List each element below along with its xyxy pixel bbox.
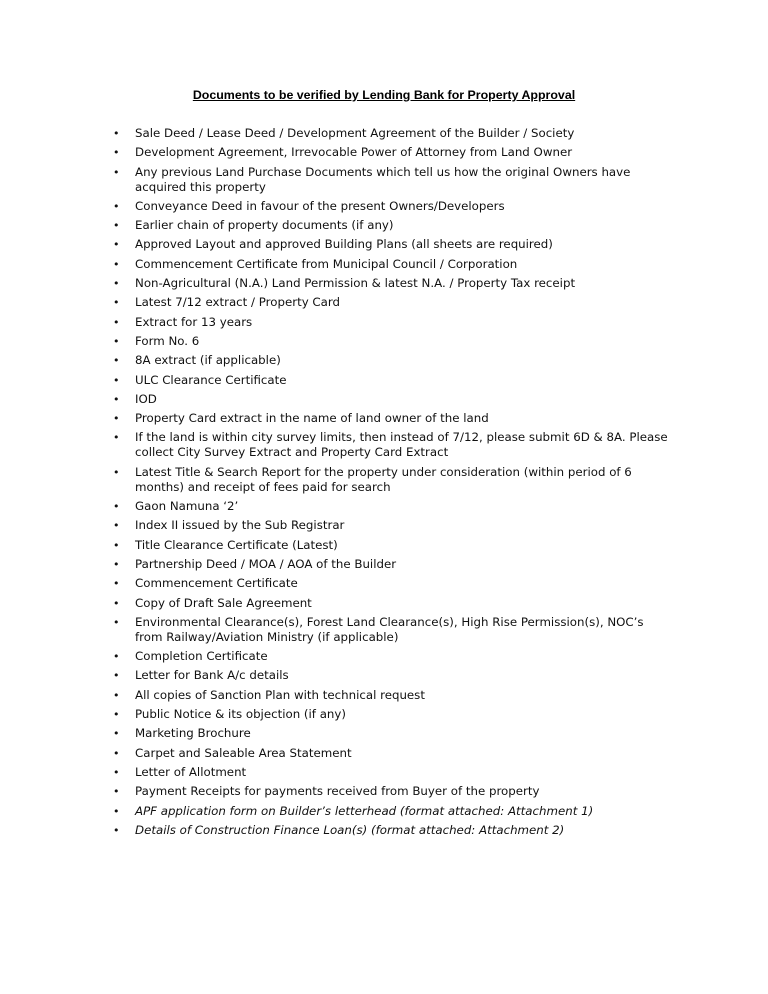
list-item-text: Approved Layout and approved Building Plans (all sheets are required) (135, 237, 553, 252)
list-item-text: Details of Construction Finance Loan(s) (format attached: Attachment 2) (135, 822, 565, 837)
list-item (0, 499, 768, 514)
list-item (0, 823, 768, 838)
list-item (0, 334, 768, 349)
list-item-text: APF application form on Builder’s letterhead (format attached: Attachment 1) (135, 803, 594, 818)
list-item (0, 165, 768, 195)
list-item-text: IOD (135, 391, 157, 406)
list-item-text: Latest Title & Search Report for the property under consideration (within period of 6 months) and receipt of fees paid for search (135, 464, 632, 494)
bullet-icon: • (113, 412, 120, 426)
list-item (0, 518, 768, 533)
bullet-icon: • (113, 746, 120, 760)
bullet-icon: • (113, 765, 120, 779)
list-item-text: All copies of Sanction Plan with technical request (135, 687, 425, 702)
list-item-text: Non-Agricultural (N.A.) Land Permission & latest N.A. / Property Tax receipt (135, 276, 576, 291)
list-item-text: Extract for 13 years (135, 314, 253, 329)
list-item (0, 257, 768, 272)
bullet-icon: • (113, 373, 120, 387)
bullet-icon: • (113, 219, 120, 233)
list-item (0, 688, 768, 703)
list-item-text: Latest 7/12 extract / Property Card (135, 295, 341, 310)
bullet-icon: • (113, 334, 120, 348)
list-item-text: Property Card extract in the name of land owner of the land (135, 411, 489, 426)
bullet-icon: • (113, 804, 120, 818)
list-item-text: Environmental Clearance(s), Forest Land Clearance(s), High Rise Permission(s), NOC’s from Railway/Aviation Ministry (if applicable) (135, 614, 644, 644)
list-item (0, 784, 768, 799)
bullet-icon: • (113, 519, 120, 533)
list-item (0, 145, 768, 160)
bullet-icon: • (113, 596, 120, 610)
bullet-icon: • (113, 127, 120, 140)
bullet-icon: • (113, 238, 120, 252)
list-item-text: Public Notice & its objection (if any) (135, 707, 346, 722)
list-item-text: Partnership Deed / MOA / AOA of the Builder (135, 556, 397, 571)
list-item-text: If the land is within city survey limits, then instead of 7/12, please submit 6D & 8A. Please collect City Survey Extract and Property Card Extract (135, 430, 668, 460)
document-checklist (0, 126, 768, 842)
list-item-text: Development Agreement, Irrevocable Power of Attorney from Land Owner (135, 145, 573, 160)
list-item-text: Any previous Land Purchase Documents which tell us how the original Owners have acquired this property (135, 164, 631, 194)
bullet-icon: • (113, 431, 120, 445)
list-item (0, 411, 768, 426)
list-item-text: Payment Receipts for payments received from Buyer of the property (135, 784, 540, 799)
list-item (0, 649, 768, 664)
bullet-icon: • (113, 296, 120, 310)
list-item (0, 199, 768, 214)
bullet-icon: • (113, 146, 120, 160)
bullet-icon: • (113, 354, 120, 368)
list-item-text: Marketing Brochure (135, 726, 251, 741)
bullet-icon: • (113, 538, 120, 552)
bullet-icon: • (113, 315, 120, 329)
list-item (0, 707, 768, 722)
list-item (0, 392, 768, 407)
bullet-icon: • (113, 615, 120, 629)
list-item-text: 8A extract (if applicable) (135, 353, 281, 368)
list-item (0, 237, 768, 252)
list-item-text: Earlier chain of property documents (if any) (135, 218, 394, 233)
list-item-text: Title Clearance Certificate (Latest) (135, 537, 338, 552)
list-item (0, 668, 768, 683)
bullet-icon: • (113, 669, 120, 683)
bullet-icon: • (113, 500, 120, 514)
list-item (0, 353, 768, 368)
list-item (0, 615, 768, 645)
list-item (0, 276, 768, 291)
list-item (0, 596, 768, 611)
bullet-icon: • (113, 257, 120, 271)
list-item (0, 765, 768, 780)
bullet-icon: • (113, 650, 120, 664)
bullet-icon: • (113, 727, 120, 741)
bullet-icon: • (113, 577, 120, 591)
bullet-icon: • (113, 708, 120, 722)
bullet-icon: • (113, 557, 120, 571)
list-item-text: Index II issued by the Sub Registrar (135, 518, 345, 533)
bullet-icon: • (113, 392, 120, 406)
list-item (0, 726, 768, 741)
document-title: Documents to be verified by Lending Bank for Property Approval (192, 88, 576, 102)
list-item (0, 746, 768, 761)
bullet-icon: • (113, 785, 120, 799)
bullet-icon: • (113, 823, 120, 837)
list-item-text: Letter of Allotment (135, 764, 247, 779)
list-item-text: Commencement Certificate (135, 576, 298, 591)
list-item (0, 373, 768, 388)
list-item (0, 218, 768, 233)
list-item (0, 576, 768, 591)
list-item-text: Form No. 6 (135, 333, 200, 348)
bullet-icon: • (113, 199, 120, 213)
list-item-text: ULC Clearance Certificate (135, 372, 287, 387)
list-item-text: Commencement Certificate from Municipal Council / Corporation (135, 256, 518, 271)
bullet-icon: • (113, 277, 120, 291)
list-item-text: Letter for Bank A/c details (135, 668, 289, 683)
list-item-text: Conveyance Deed in favour of the present Owners/Developers (135, 198, 505, 213)
bullet-icon: • (113, 465, 120, 479)
list-item-text: Completion Certificate (135, 649, 268, 664)
list-item (0, 465, 768, 495)
list-item (0, 804, 768, 819)
list-item (0, 315, 768, 330)
list-item (0, 430, 768, 460)
bullet-icon: • (113, 688, 120, 702)
list-item-text: Sale Deed / Lease Deed / Development Agreement of the Builder / Society (135, 126, 575, 140)
list-item-text: Copy of Draft Sale Agreement (135, 595, 312, 610)
list-item-text: Gaon Namuna ‘2’ (135, 499, 239, 514)
list-item (0, 126, 768, 141)
list-item (0, 295, 768, 310)
bullet-icon: • (113, 165, 120, 179)
list-item (0, 538, 768, 553)
list-item-text: Carpet and Saleable Area Statement (135, 745, 352, 760)
list-item (0, 557, 768, 572)
